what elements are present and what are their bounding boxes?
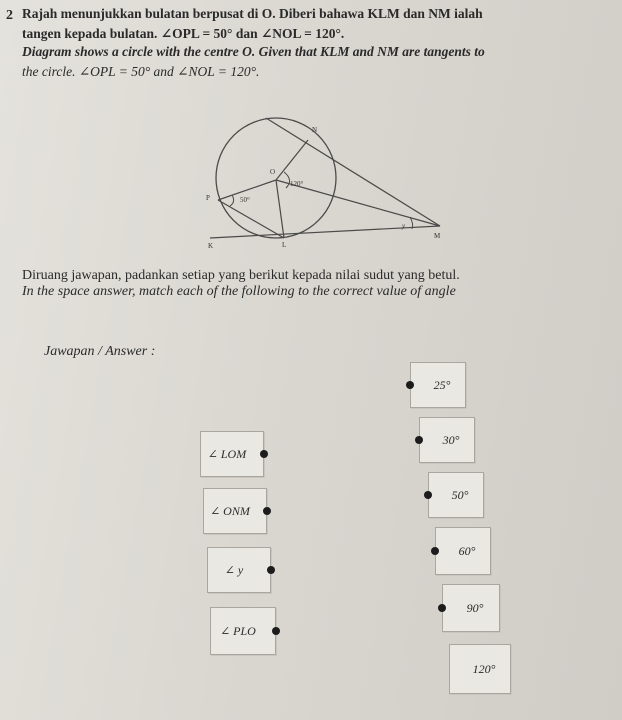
match-value-30[interactable] <box>419 417 475 463</box>
match-connector-dot[interactable] <box>406 381 414 389</box>
match-connector-dot[interactable] <box>424 491 432 499</box>
tangent-klm <box>210 226 440 238</box>
match-value-60[interactable] <box>435 527 491 575</box>
circle <box>216 118 336 238</box>
match-connector-dot[interactable] <box>431 547 439 555</box>
question-text-english-2: the circle. ∠OPL = 50° and ∠NOL = 120°. <box>22 64 260 79</box>
question-number: 2 <box>6 8 13 23</box>
radius-ol <box>276 180 284 238</box>
instruction-malay: Diruang jawapan, padankan setiap yang berikut kepada nilai sudut yang betul. <box>22 268 460 283</box>
question-text-english-1: Diagram shows a circle with the centre O. Given that KLM and NM are tangents to <box>22 44 485 59</box>
match-item-onm[interactable] <box>203 488 267 534</box>
match-value-label: 90° <box>466 600 484 615</box>
label-angle-120: 120° <box>290 180 304 188</box>
match-item-y[interactable] <box>207 547 271 593</box>
match-connector-dot[interactable] <box>267 566 275 574</box>
tangent-nm <box>266 118 440 226</box>
label-p: P <box>206 194 210 202</box>
match-item-lom[interactable] <box>200 431 264 477</box>
label-n: N <box>312 126 318 134</box>
match-value-25[interactable] <box>410 362 466 408</box>
match-item-label: ∠ ONM <box>210 503 250 518</box>
match-connector-dot[interactable] <box>272 627 280 635</box>
label-l: L <box>282 241 287 249</box>
match-value-120[interactable] <box>449 644 511 694</box>
match-item-label: ∠ y <box>224 562 244 577</box>
match-value-label: 120° <box>472 661 496 676</box>
radius-on <box>276 140 308 180</box>
answer-heading: Jawapan / Answer : <box>44 344 156 359</box>
match-item-label: ∠ LOM <box>207 446 247 461</box>
match-connector-dot[interactable] <box>260 450 268 458</box>
label-k: K <box>208 242 214 250</box>
circle-diagram <box>196 116 456 256</box>
label-angle-50: 50° <box>240 196 250 204</box>
match-value-90[interactable] <box>442 584 500 632</box>
match-value-label: 30° <box>442 432 460 447</box>
match-item-plo[interactable] <box>210 607 276 655</box>
match-value-label: 60° <box>458 543 476 558</box>
match-item-label: ∠ PLO <box>220 623 256 638</box>
question-text-malay-2: tangen kepada bulatan. ∠OPL = 50° dan ∠NOL = 120°. <box>22 26 345 41</box>
label-m: M <box>434 232 441 240</box>
question-text-malay-1: Rajah menunjukkan bulatan berpusat di O. Diberi bahawa KLM dan NM ialah <box>22 6 483 21</box>
angle-arc-120 <box>284 172 290 188</box>
match-value-50[interactable] <box>428 472 484 518</box>
label-y: y <box>402 222 406 230</box>
instruction-english: In the space answer, match each of the following to the correct value of angle <box>22 284 456 299</box>
match-connector-dot[interactable] <box>263 507 271 515</box>
match-value-label: 25° <box>433 377 451 392</box>
label-o: O <box>270 168 276 176</box>
angle-arc-50 <box>230 195 234 206</box>
match-value-label: 50° <box>451 487 469 502</box>
match-connector-dot[interactable] <box>438 604 446 612</box>
match-connector-dot[interactable] <box>415 436 423 444</box>
